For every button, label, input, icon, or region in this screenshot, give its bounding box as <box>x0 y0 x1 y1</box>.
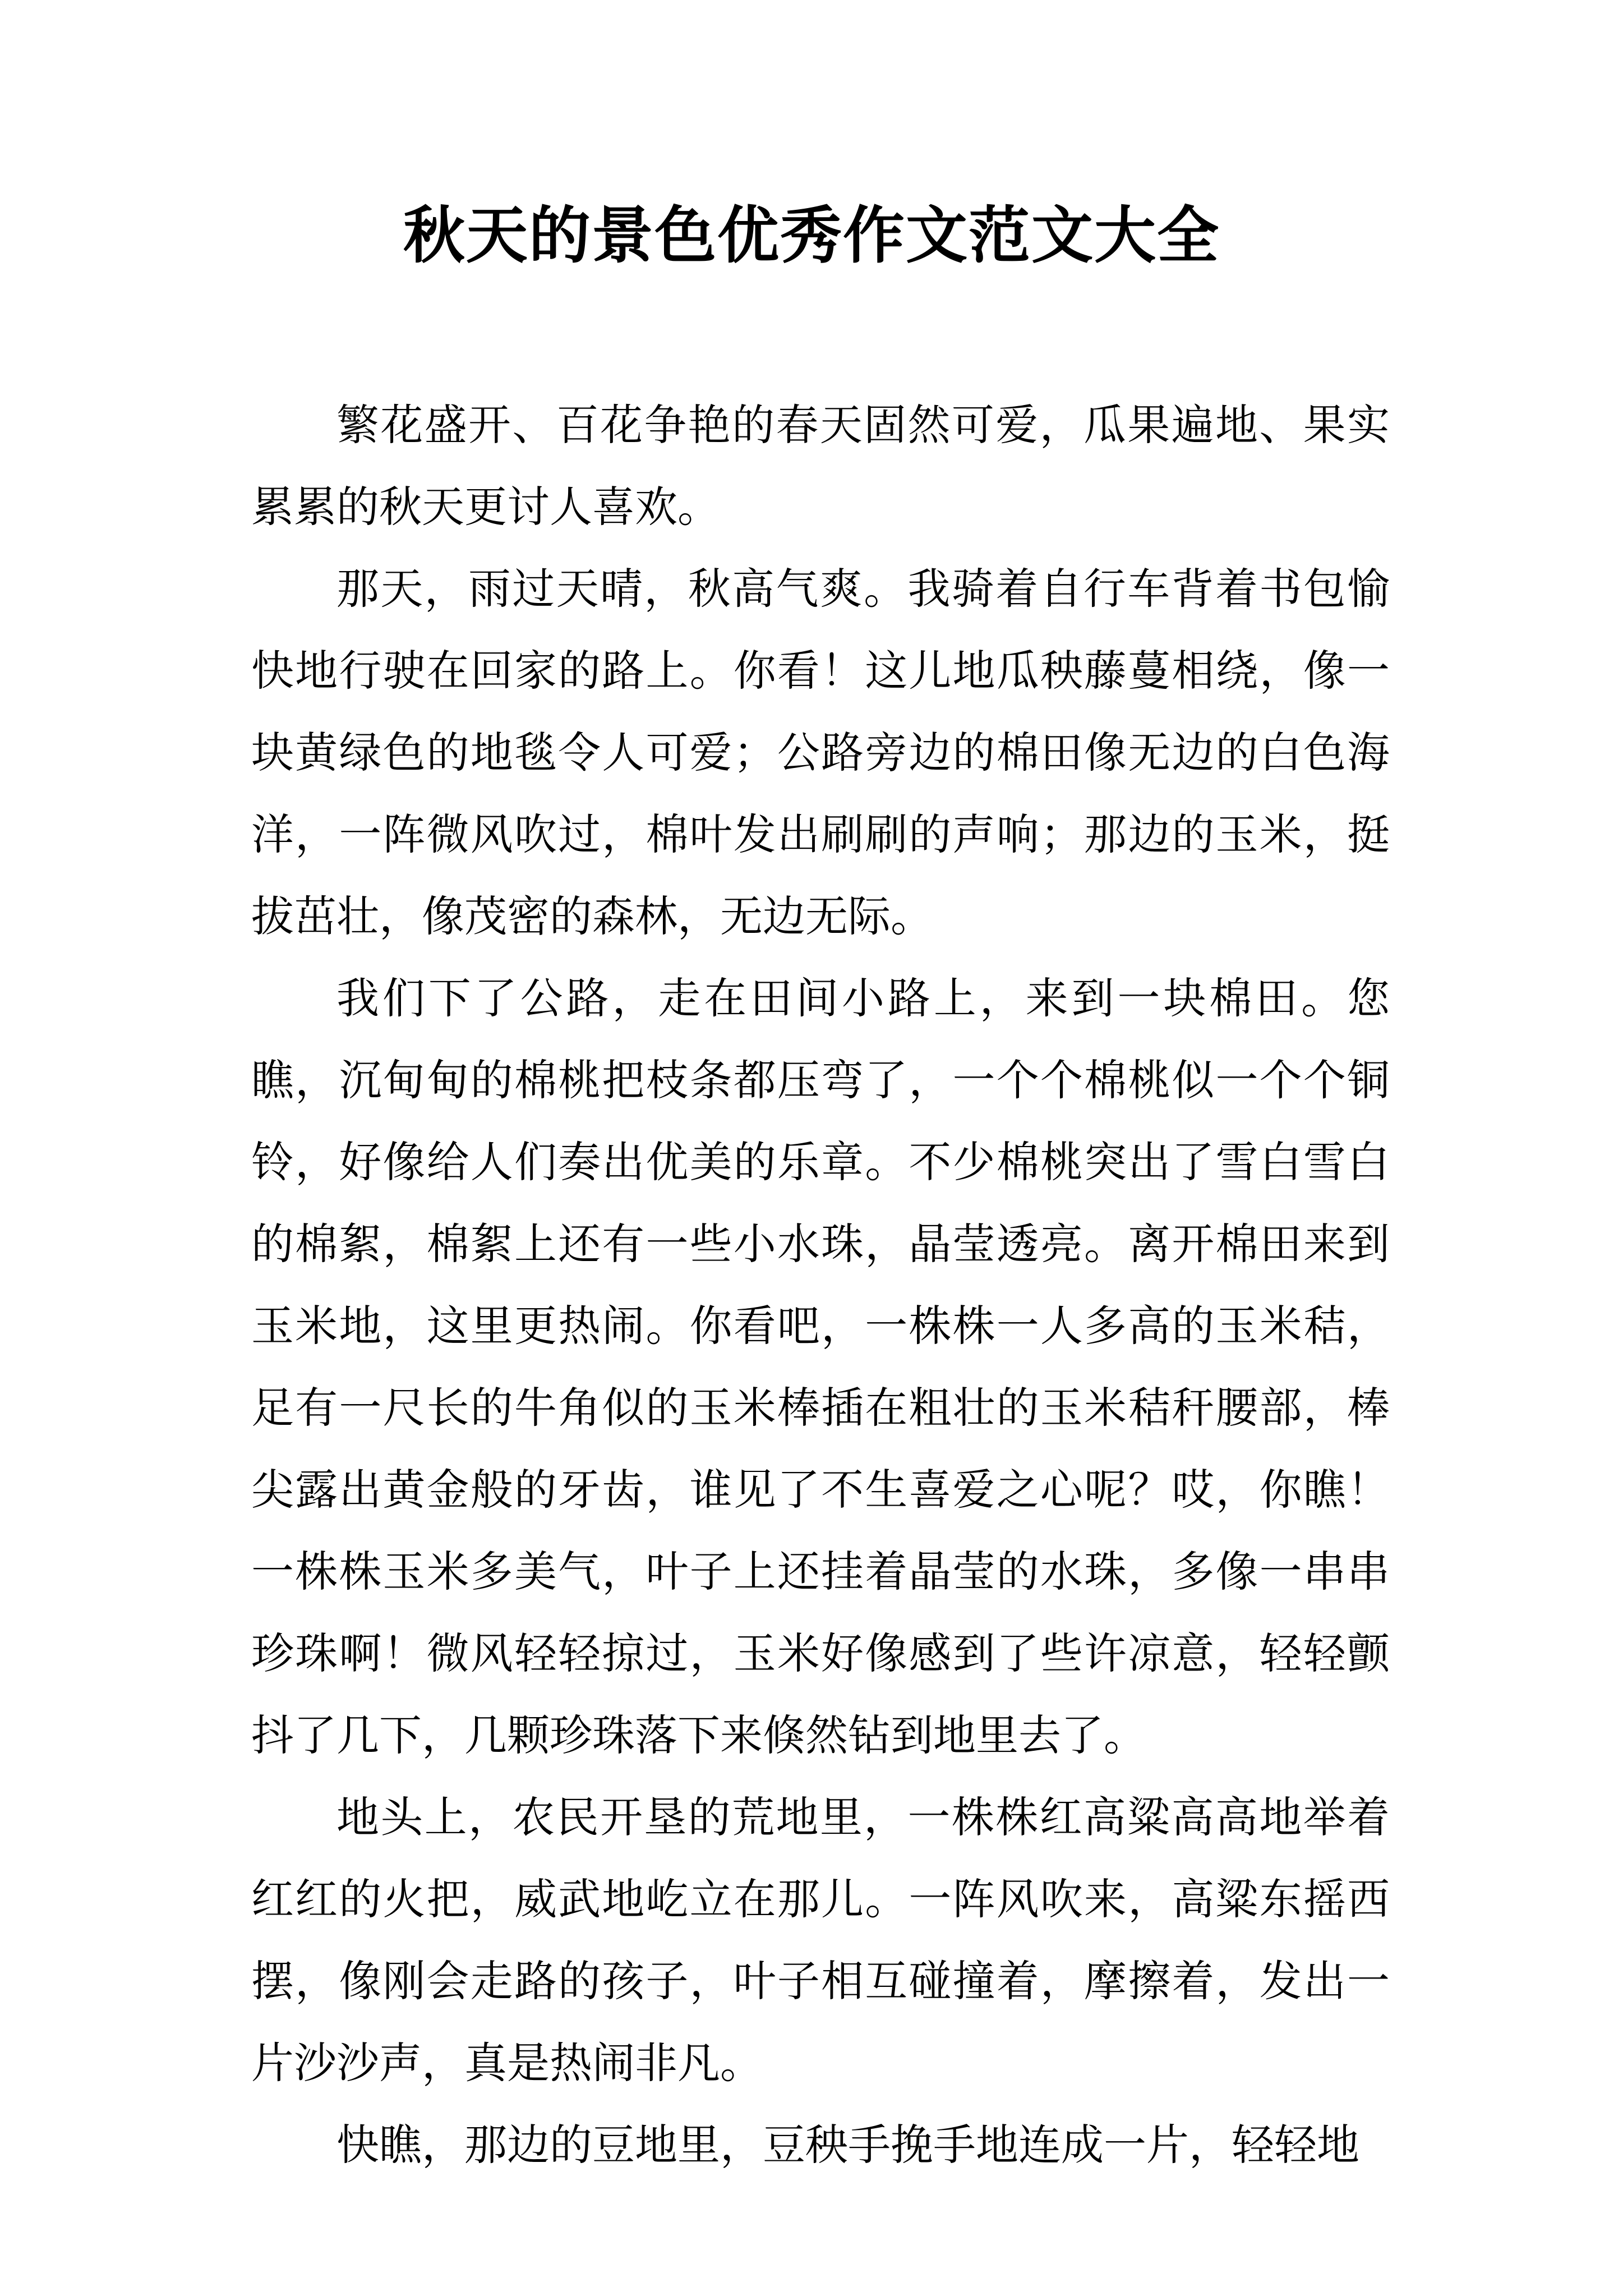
paragraph-1: 繁花盛开、百花争艳的春天固然可爱，瓜果遍地、果实累累的秋天更讨人喜欢。 <box>251 400 1390 532</box>
document-body <box>251 384 1390 2186</box>
paragraph-3: 我们下了公路，走在田间小路上，来到一块棉田。您瞧，沉甸甸的棉桃把枝条都压弯了，一个个棉桃似一个个铜铃，好像给人们奏出优美的乐章。不少棉桃突出了雪白雪白的棉絮，棉絮上还有一些小水珠，晶莹透亮。离开棉田来到玉米地，这里更热闹。你看吧，一株株一人多高的玉米秸，足有一尺长的牛角似的玉米棒插在粗壮的玉米秸秆腰部，棒尖露出黄金般的牙齿，谁见了不生喜爱之心呢？哎，你瞧！一株株玉米多美气，叶子上还挂着晶莹的水珠，多像一串串珍珠啊！微风轻轻掠过，玉米好像感到了些许凉意，轻轻颤抖了几下，几颗珍珠落下来倏然钻到地里去了。 <box>251 973 1390 1760</box>
paragraph-2: 那天，雨过天晴，秋高气爽。我骑着自行车背着书包愉快地行驶在回家的路上。你看！这儿地瓜秧藤蔓相绕，像一块黄绿色的地毯令人可爱；公路旁边的棉田像无边的白色海洋，一阵微风吹过，棉叶发出刷刷的声响；那边的玉米，挺拔茁壮，像茂密的森林，无边无际。 <box>251 564 1390 941</box>
paragraph-4: 地头上，农民开垦的荒地里，一株株红高粱高高地举着红红的火把，威武地屹立在那儿。一阵风吹来，高粱东摇西摆，像刚会走路的孩子，叶子相互碰撞着，摩擦着，发出一片沙沙声，真是热闹非凡。 <box>251 1792 1390 2088</box>
document-title: 秋天的景色优秀作文范文大全 <box>403 199 1220 272</box>
paragraph-5: 快瞧，那边的豆地里，豆秧手挽手地连成一片，轻轻地 <box>336 2120 1359 2170</box>
